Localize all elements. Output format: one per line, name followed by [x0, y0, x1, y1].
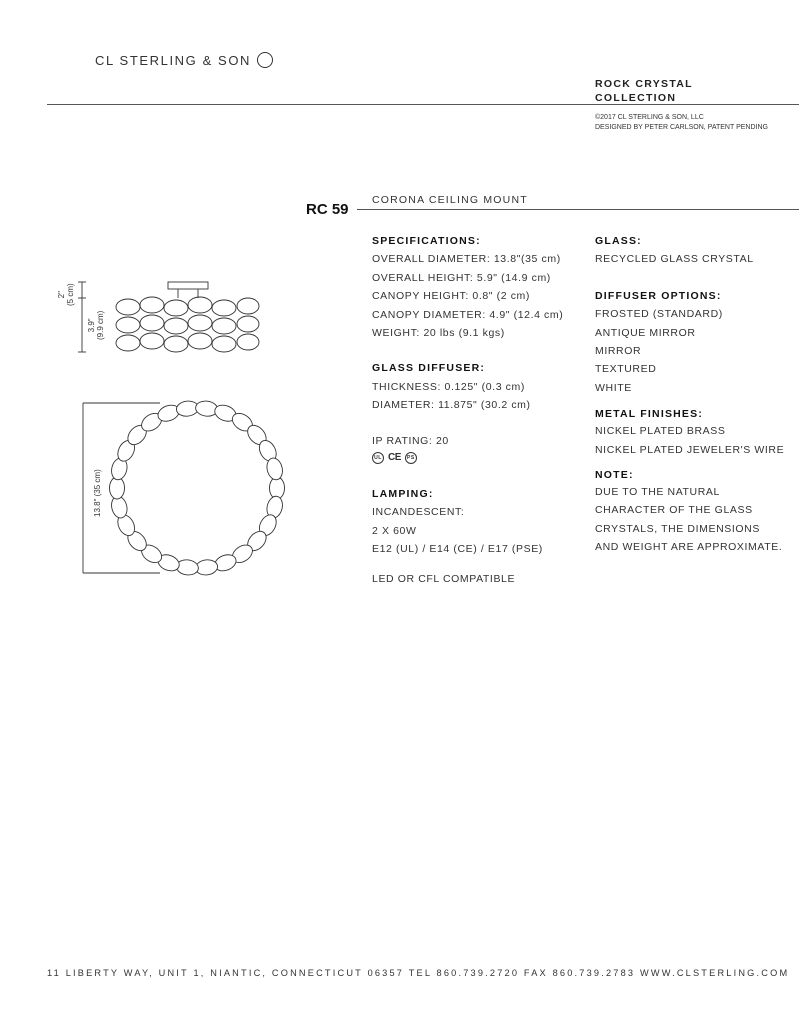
model-name: CORONA CEILING MOUNT — [372, 194, 528, 206]
diffuser-option: ANTIQUE MIRROR — [595, 326, 696, 339]
canopy-height-inches: 2" — [57, 291, 66, 299]
lamping-line: INCANDESCENT: — [372, 506, 465, 519]
metal-finishes-heading: METAL FINISHES: — [595, 408, 704, 421]
diffuser-option: TEXTURED — [595, 363, 657, 376]
brand-logo — [95, 52, 273, 68]
ip-rating: IP RATING: 20 — [372, 434, 449, 447]
side-elevation-drawing — [78, 282, 259, 352]
collection-line-1: ROCK CRYSTAL — [595, 78, 693, 90]
note-heading: NOTE: — [595, 468, 634, 481]
diffuser-options-heading: DIFFUSER OPTIONS: — [595, 289, 722, 302]
lamping-line: 2 X 60W — [372, 524, 417, 537]
crystal-stone — [195, 400, 219, 418]
spec-column-right — [595, 232, 784, 556]
crystal-stone — [110, 477, 125, 499]
diffuser-option: FROSTED (STANDARD) — [595, 308, 723, 321]
brand-name: CL STERLING & SON — [95, 52, 252, 68]
glass-diffuser-line: THICKNESS: 0.125" (0.3 cm) — [372, 380, 525, 393]
diffuser-option: MIRROR — [595, 344, 642, 357]
plan-view-drawing — [83, 400, 285, 576]
ul-mark-icon: UL — [372, 452, 384, 464]
note-line: CRYSTALS, THE DIMENSIONS — [595, 522, 760, 535]
glass-heading: GLASS: — [595, 235, 642, 247]
canopy-height-cm: (5 cm) — [66, 283, 75, 306]
copyright-line: ©2017 CL STERLING & SON, LLC — [595, 114, 704, 121]
certification-marks — [372, 451, 563, 465]
spec-column-left — [372, 232, 563, 589]
note-line: AND WEIGHT ARE APPROXIMATE. — [595, 541, 783, 554]
crystal-stone — [270, 477, 285, 499]
metal-finish: NICKEL PLATED BRASS — [595, 425, 726, 438]
specifications-heading: SPECIFICATIONS: — [372, 235, 481, 247]
copyright-block — [595, 113, 768, 133]
model-code: RC 59 — [306, 201, 349, 218]
note-line: CHARACTER OF THE GLASS — [595, 504, 753, 517]
ce-mark-icon: CE — [388, 452, 401, 464]
body-height-inches: 3.9" — [87, 318, 96, 333]
glass-diffuser-line: DIAMETER: 11.875" (30.2 cm) — [372, 399, 531, 412]
model-divider — [357, 209, 799, 210]
spec-line: CANOPY DIAMETER: 4.9" (12.4 cm) — [372, 308, 564, 321]
canopy-height-dimension — [57, 283, 75, 306]
diameter-dimension: 13.8" (35 cm) — [93, 469, 102, 517]
spec-line: WEIGHT: 20 lbs (9.1 kgs) — [372, 326, 505, 339]
body-height-dimension — [87, 311, 105, 340]
note-line: DUE TO THE NATURAL — [595, 485, 720, 498]
collection-line-2: COLLECTION — [595, 92, 677, 104]
product-drawings — [50, 270, 290, 590]
lamping-line: E12 (UL) / E14 (CE) / E17 (PSE) — [372, 543, 543, 556]
glass-diffuser-heading: GLASS DIFFUSER: — [372, 362, 486, 375]
diffuser-option: WHITE — [595, 381, 632, 394]
body-height-cm: (9.9 cm) — [96, 310, 105, 340]
spec-line: OVERALL HEIGHT: 5.9" (14.9 cm) — [372, 271, 551, 284]
footer-address: 11 LIBERTY WAY, UNIT 1, NIANTIC, CONNECTICUT 06357 TEL 860.739.2720 FAX 860.739.2783 WWW.CLSTERLING.COM — [47, 968, 790, 978]
glass-line: RECYCLED GLASS CRYSTAL — [595, 253, 754, 266]
collection-title — [595, 77, 693, 105]
crystal-stone — [176, 559, 200, 577]
spec-line: CANOPY HEIGHT: 0.8" (2 cm) — [372, 290, 530, 303]
designer-line: DESIGNED BY PETER CARLSON, PATENT PENDING — [595, 124, 768, 131]
lamping-heading: LAMPING: — [372, 487, 434, 500]
metal-finish: NICKEL PLATED JEWELER'S WIRE — [595, 443, 785, 456]
spec-line: OVERALL DIAMETER: 13.8"(35 cm) — [372, 253, 561, 266]
lamping-note: LED OR CFL COMPATIBLE — [372, 573, 516, 586]
pse-mark-icon: PS — [405, 452, 417, 464]
circle-logo-icon — [257, 52, 273, 68]
